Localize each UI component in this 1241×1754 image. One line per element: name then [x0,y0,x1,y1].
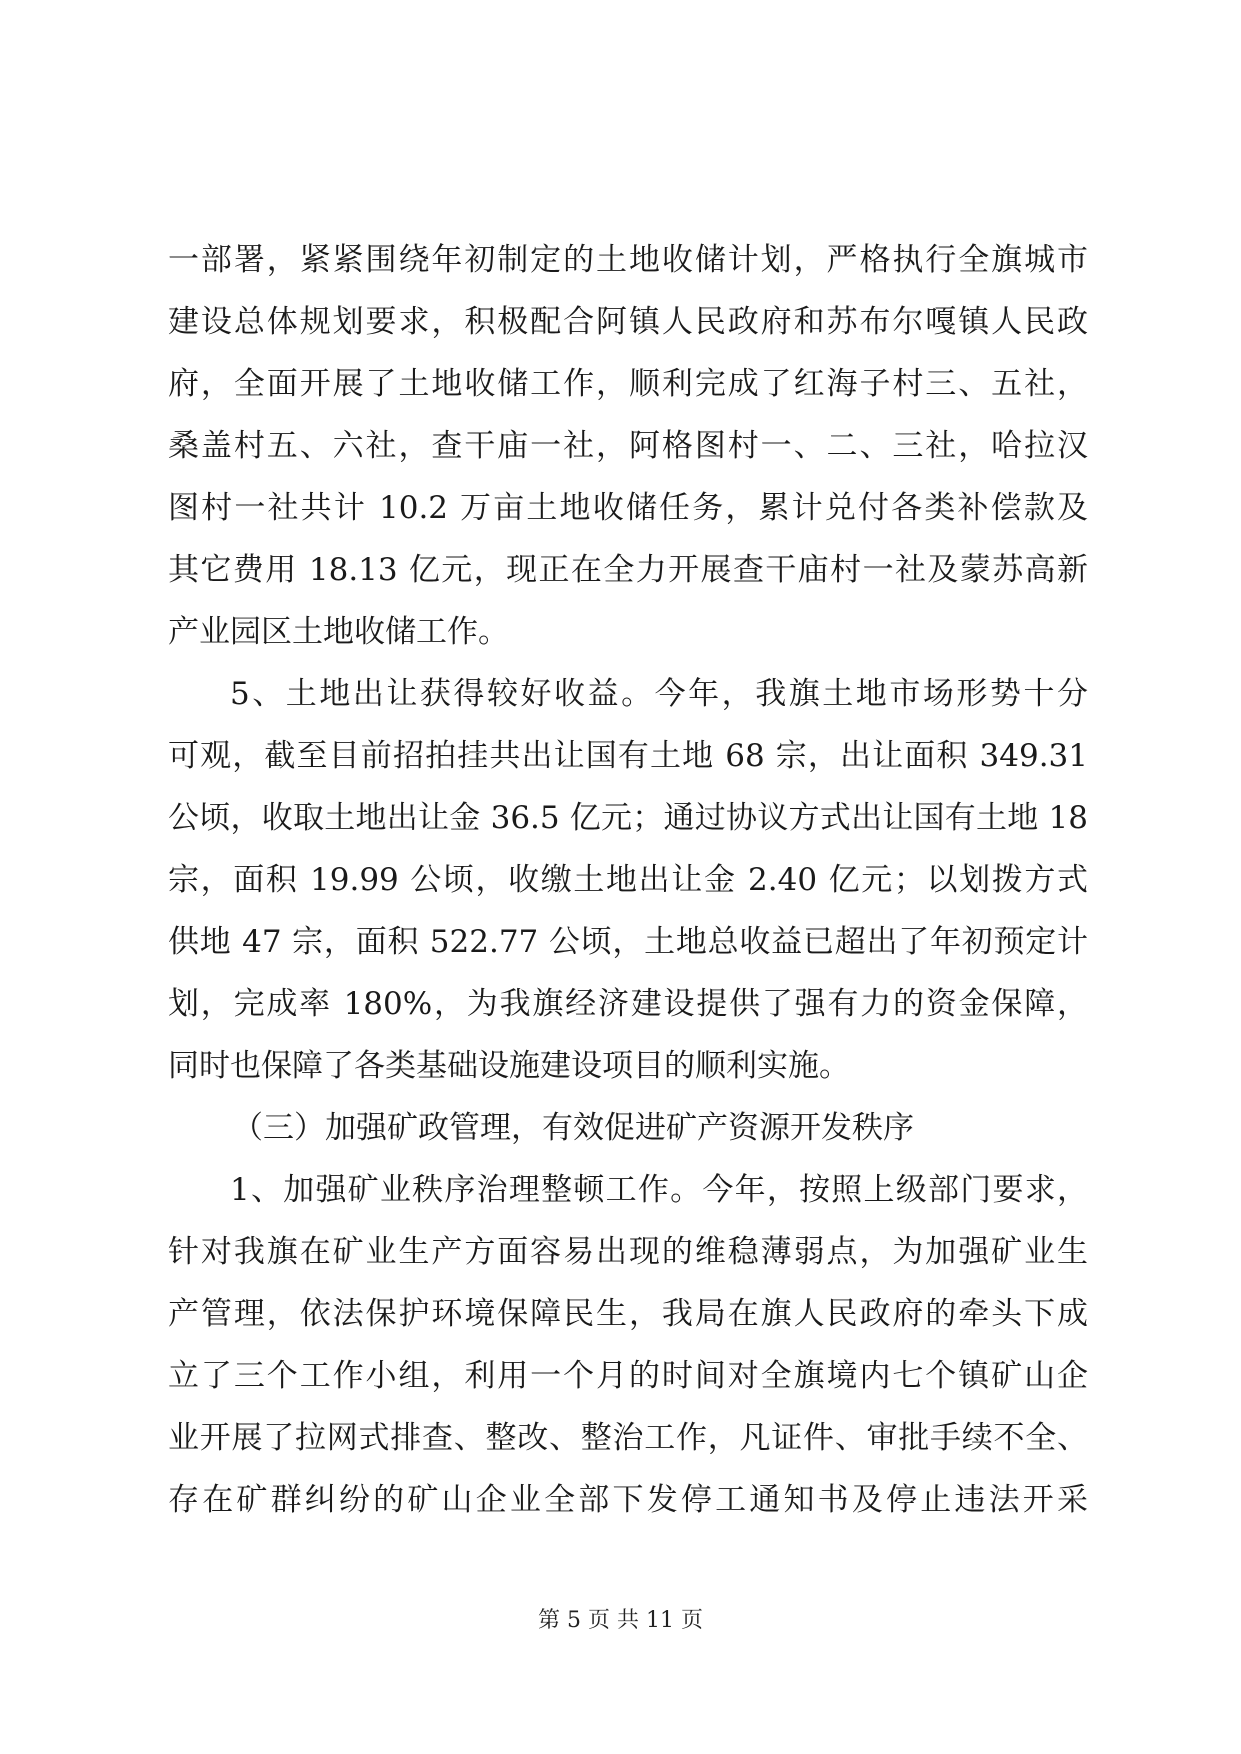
paragraph-line: 府，全面开展了土地收储工作，顺利完成了红海子村三、五社， [168,366,1088,402]
paragraph-line: 图村一社共计 10.2 万亩土地收储任务，累计兑付各类补偿款及 [168,490,1088,526]
paragraph-line: 建设总体规划要求，积极配合阿镇人民政府和苏布尔嘎镇人民政 [168,304,1088,340]
paragraph-line: 5、土地出让获得较好收益。今年，我旗土地市场形势十分 [230,676,1088,712]
paragraph-line: 公顷，收取土地出让金 36.5 亿元；通过协议方式出让国有土地 18 [168,800,1088,836]
paragraph-line: 立了三个工作小组，利用一个月的时间对全旗境内七个镇矿山企 [168,1358,1088,1394]
paragraph-line: 存在矿群纠纷的矿山企业全部下发停工通知书及停止违法开采 [168,1482,1088,1518]
paragraph-line: 其它费用 18.13 亿元，现正在全力开展查干庙村一社及蒙苏高新 [168,552,1088,588]
paragraph-line: 同时也保障了各类基础设施建设项目的顺利实施。 [168,1048,850,1084]
paragraph-line: 1、加强矿业秩序治理整顿工作。今年，按照上级部门要求， [230,1172,1088,1208]
paragraph-line: 业开展了拉网式排查、整改、整治工作，凡证件、审批手续不全、 [168,1420,1088,1456]
paragraph-line: 桑盖村五、六社，查干庙一社，阿格图村一、二、三社，哈拉汉 [168,428,1088,464]
paragraph-line: 可观，截至目前招拍挂共出让国有土地 68 宗，出让面积 349.31 [168,738,1088,774]
paragraph-line: 一部署，紧紧围绕年初制定的土地收储计划，严格执行全旗城市 [168,242,1088,278]
paragraph-line: 供地 47 宗，面积 522.77 公顷，土地总收益已超出了年初预定计 [168,924,1088,960]
paragraph-line: 产管理，依法保护环境保障民生，我局在旗人民政府的牵头下成 [168,1296,1088,1332]
paragraph-line: 产业园区土地收储工作。 [168,614,509,650]
section-heading: （三）加强矿政管理，有效促进矿产资源开发秩序 [232,1110,914,1146]
paragraph-line: 划，完成率 180%，为我旗经济建设提供了强有力的资金保障， [168,986,1088,1022]
page-number-footer: 第 5 页 共 11 页 [538,1608,703,1633]
paragraph-line: 针对我旗在矿业生产方面容易出现的维稳薄弱点，为加强矿业生 [168,1234,1088,1270]
paragraph-line: 宗，面积 19.99 公顷，收缴土地出让金 2.40 亿元；以划拨方式 [168,862,1088,898]
